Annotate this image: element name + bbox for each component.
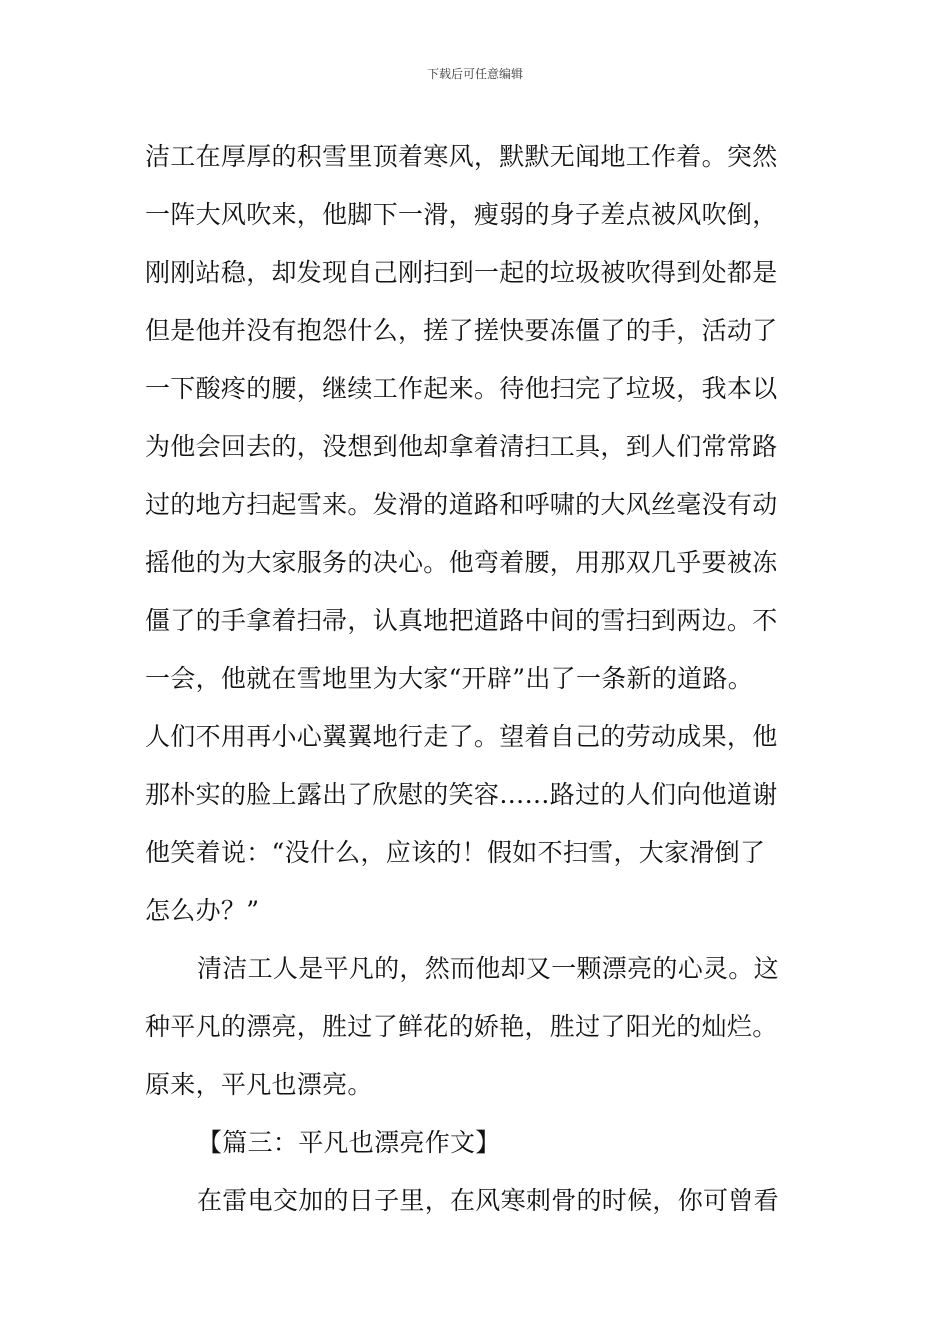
text-line: 摇他的为大家服务的决心。他弯着腰，用那双几乎要被冻 — [145, 548, 778, 577]
text-line: 僵了的手拿着扫帚，认真地把道路中间的雪扫到两边。不 — [145, 606, 778, 635]
text-line: 人们不用再小心翼翼地行走了。望着自己的劳动成果，他 — [145, 722, 778, 751]
text-line: 他笑着说：“没什么，应该的！假如不扫雪，大家滑倒了 — [145, 838, 766, 867]
text-line: 原来，平凡也漂亮。 — [145, 1070, 373, 1099]
text-line: 为他会回去的，没想到他却拿着清扫工具，到人们常常路 — [145, 432, 778, 461]
section-heading: 【篇三：平凡也漂亮作文】 — [197, 1128, 501, 1157]
text-line: 洁工在厚厚的积雪里顶着寒风，默默无闻地工作着。突然 — [145, 142, 778, 171]
text-line: 刚刚站稳，却发现自己刚扫到一起的垃圾被吹得到处都是 — [145, 258, 778, 287]
text-line: 过的地方扫起雪来。发滑的道路和呼啸的大风丝毫没有动 — [145, 490, 778, 519]
text-line: 那朴实的脸上露出了欣慰的笑容……路过的人们向他道谢 — [145, 780, 778, 809]
page-header: 下载后可任意编辑 — [426, 67, 523, 81]
text-line: 一阵大风吹来，他脚下一滑，瘦弱的身子差点被风吹倒， — [145, 200, 778, 229]
text-line: 种平凡的漂亮，胜过了鲜花的娇艳，胜过了阳光的灿烂。 — [145, 1012, 778, 1041]
paragraph-start-line: 在雷电交加的日子里，在风寒刺骨的时候，你可曾看 — [197, 1186, 779, 1215]
paragraph-start-line: 清洁工人是平凡的，然而他却又一颗漂亮的心灵。这 — [197, 954, 779, 983]
text-line: 一会，他就在雪地里为大家“开辟”出了一条新的道路。 — [145, 664, 754, 693]
document-body — [145, 128, 815, 1230]
text-line: 一下酸疼的腰，继续工作起来。待他扫完了垃圾，我本以 — [145, 374, 778, 403]
text-line: 怎么办？” — [145, 896, 260, 925]
text-line: 但是他并没有抱怨什么，搓了搓快要冻僵了的手，活动了 — [145, 316, 778, 345]
